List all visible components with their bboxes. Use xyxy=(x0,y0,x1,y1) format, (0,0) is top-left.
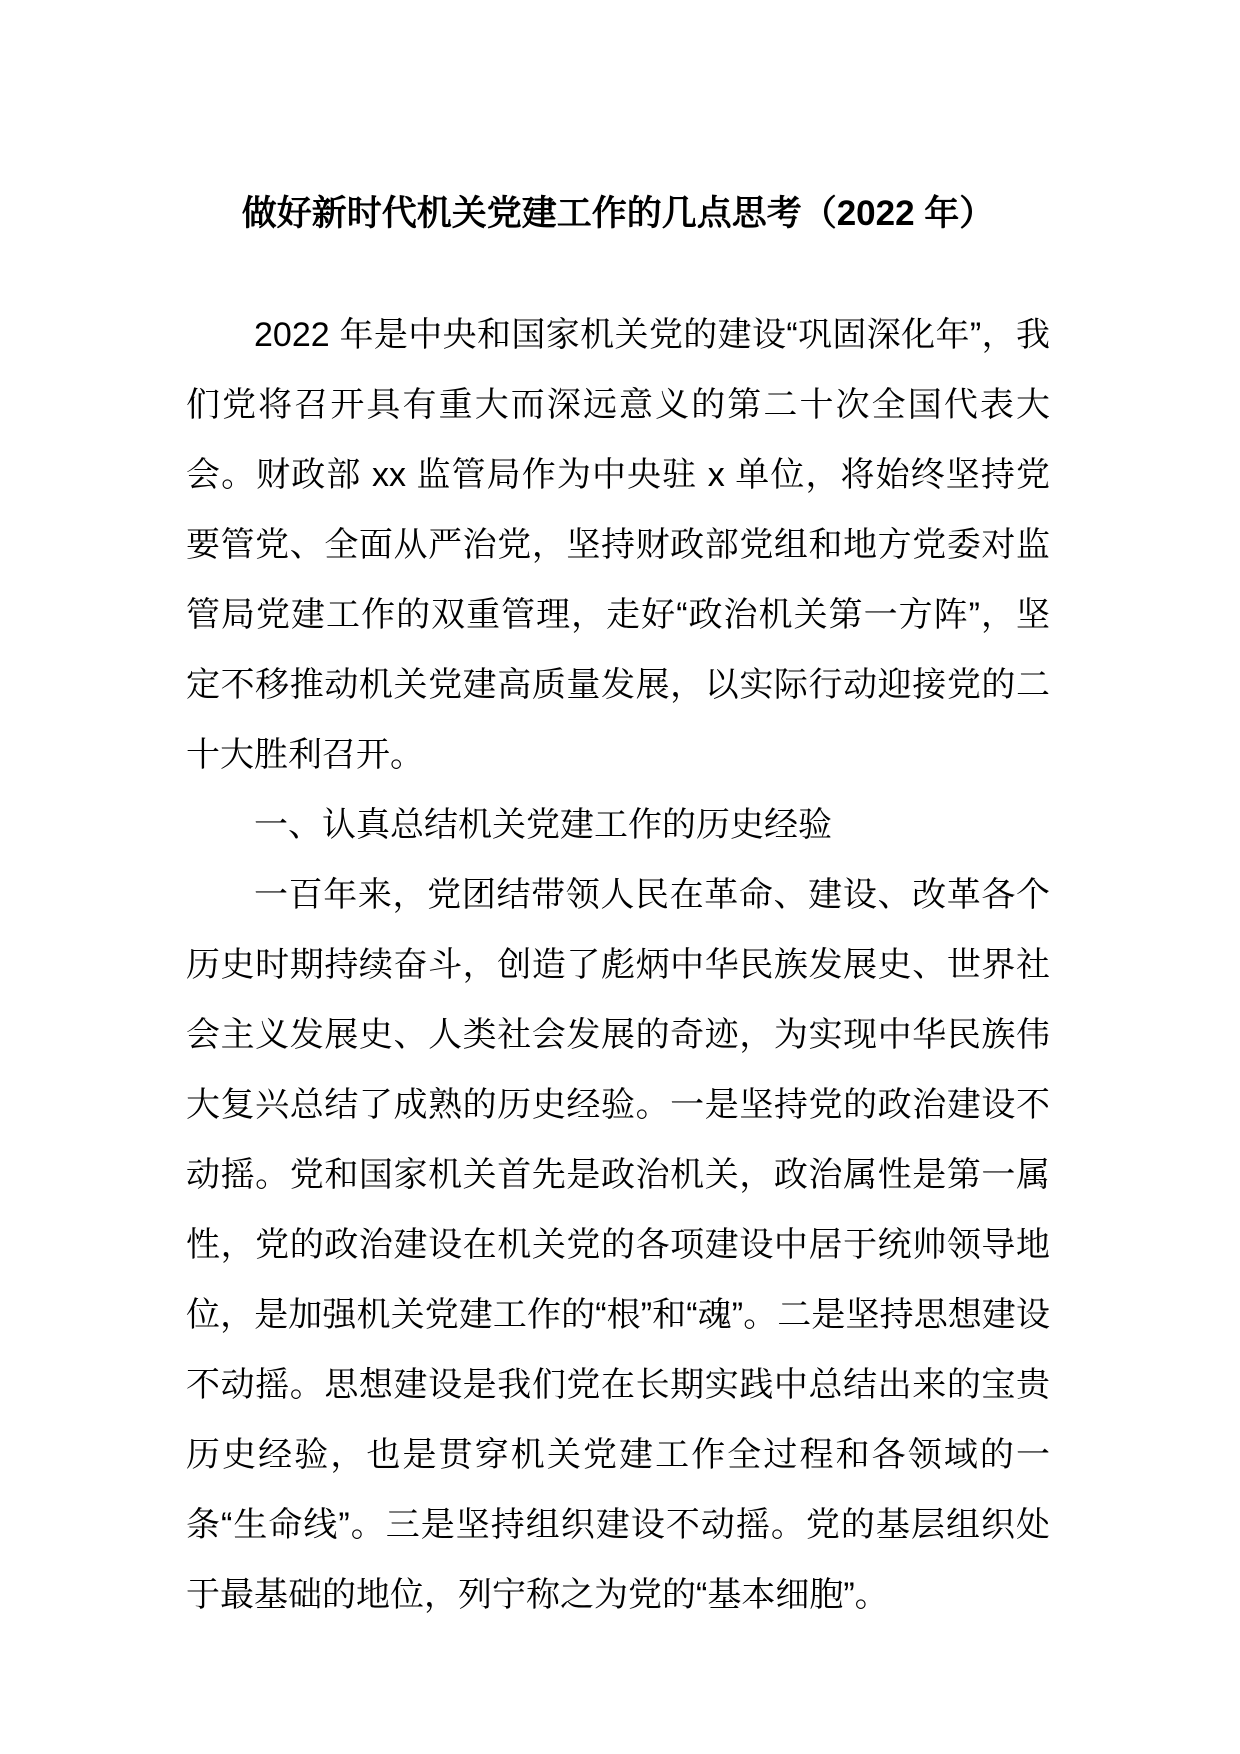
intro-paragraph: 2022 年是中央和国家机关党的建设“巩固深化年”，我们党将召开具有重大而深远意义的第二十次全国代表大会。财政部 xx 监管局作为中央驻 x 单位，将始终坚持党要管党、全面从严治党，坚持财政部党组和地方党委对监管局党建工作的双重管理，走好“政治机关第一方阵”，坚定不移推动机关党建高质量发展，以实际行动迎接党的二十大胜利召开。 xyxy=(186,316,1050,774)
section-1-paragraph: 一百年来，党团结带领人民在革命、建设、改革各个历史时期持续奋斗，创造了彪炳中华民族发展史、世界社会主义发展史、人类社会发展的奇迹，为实现中华民族伟大复兴总结了成熟的历史经验。一是坚持党的政治建设不动摇。党和国家机关首先是政治机关，政治属性是第一属性，党的政治建设在机关党的各项建设中居于统帅领导地位，是加强机关党建工作的“根”和“魂”。二是坚持思想建设不动摇。思想建设是我们党在长期实践中总结出来的宝贵历史经验，也是贯穿机关党建工作全过程和各领域的一条“生命线”。三是坚持组织建设不动摇。党的基层组织处于最基础的地位，列宁称之为党的“基本细胞”。 xyxy=(186,876,1050,1614)
document-title: 做好新时代机关党建工作的几点思考（2022 年） xyxy=(241,194,995,233)
section-1-heading: 一、认真总结机关党建工作的历史经验 xyxy=(254,806,832,844)
